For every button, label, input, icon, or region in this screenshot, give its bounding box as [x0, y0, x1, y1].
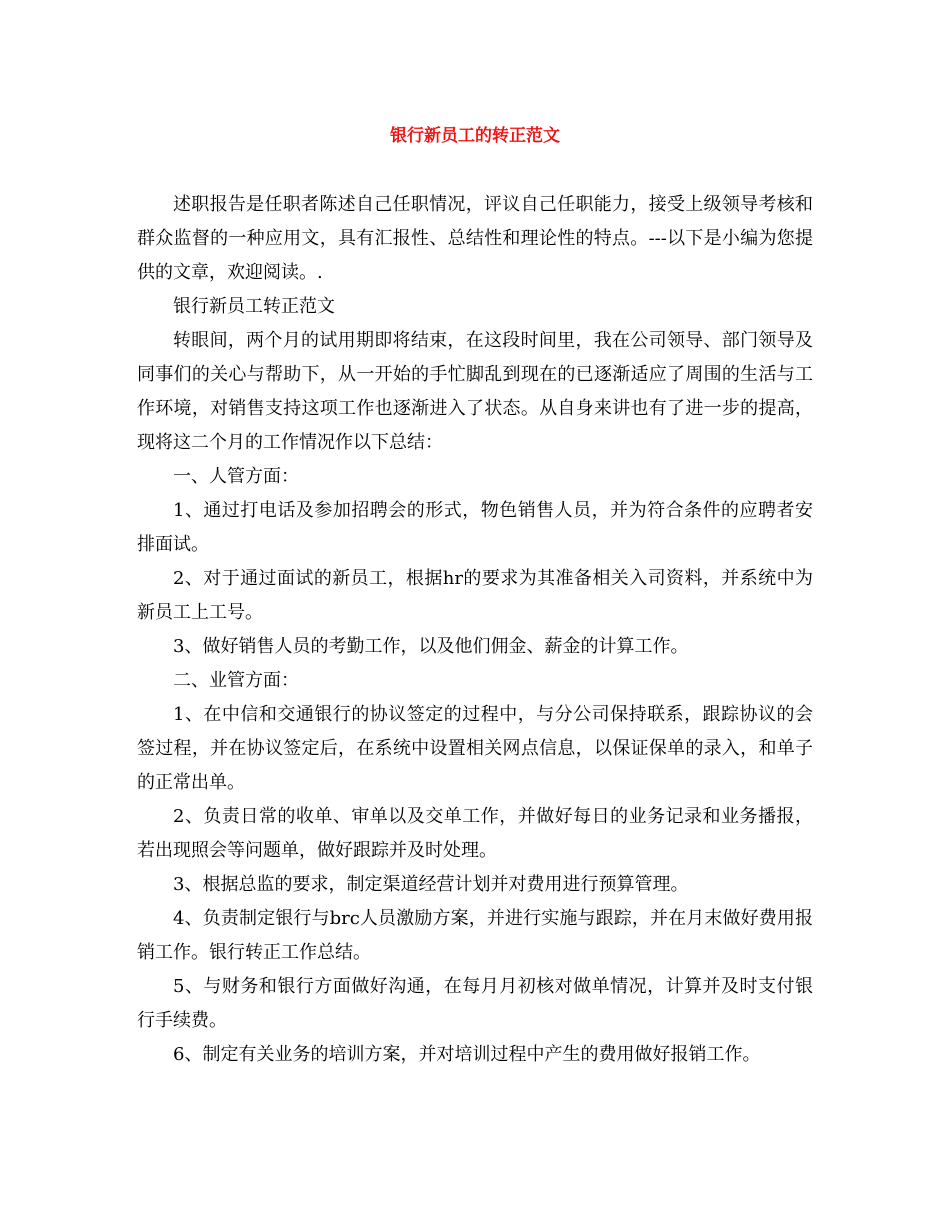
list-item: 4、负责制定银行与brc人员激励方案，并进行实施与跟踪，并在月末做好费用报销工作。银行转正工作总结。 — [137, 908, 813, 963]
list-item: 3、根据总监的要求，制定渠道经营计划并对费用进行预算管理。 — [173, 874, 689, 895]
section-heading-business: 二、业管方面： — [173, 670, 299, 691]
list-item: 2、负责日常的收单、审单以及交单工作，并做好每日的业务记录和业务播报，若出现照会等问题单，做好跟踪并及时处理。 — [137, 806, 813, 861]
document-title: 银行新员工的转正范文 — [390, 126, 560, 146]
list-item: 3、做好销售人员的考勤工作，以及他们佣金、薪金的计算工作。 — [173, 636, 689, 657]
section-heading-personnel: 一、人管方面： — [173, 466, 299, 487]
list-item: 2、对于通过面试的新员工，根据hr的要求为其准备相关入司资料，并系统中为新员工上工号。 — [137, 568, 813, 623]
paragraph-intro: 述职报告是任职者陈述自己任职情况，评议自己任职能力，接受上级领导考核和群众监督的一种应用文，具有汇报性、总结性和理论性的特点。---以下是小编为您提供的文章，欢迎阅读。. — [137, 194, 813, 283]
document-body — [137, 188, 813, 1072]
list-item: 5、与财务和银行方面做好沟通，在每月月初核对做单情况，计算并及时支付银行手续费。 — [137, 976, 813, 1031]
paragraph-subtitle: 银行新员工转正范文 — [173, 296, 335, 317]
list-item: 1、在中信和交通银行的协议签定的过程中，与分公司保持联系，跟踪协议的会签过程，并在协议签定后，在系统中设置相关网点信息，以保证保单的录入，和单子的正常出单。 — [137, 704, 813, 793]
paragraph-summary: 转眼间，两个月的试用期即将结束，在这段时间里，我在公司领导、部门领导及同事们的关心与帮助下，从一开始的手忙脚乱到现在的已逐渐适应了周围的生活与工作环境，对销售支持这项工作也逐渐进入了状态。从自身来讲也有了进一步的提高，现将这二个月的工作情况作以下总结： — [137, 330, 813, 453]
list-item: 1、通过打电话及参加招聘会的形式，物色销售人员，并为符合条件的应聘者安排面试。 — [137, 500, 813, 555]
list-item: 6、制定有关业务的培训方案，并对培训过程中产生的费用做好报销工作。 — [173, 1044, 761, 1065]
